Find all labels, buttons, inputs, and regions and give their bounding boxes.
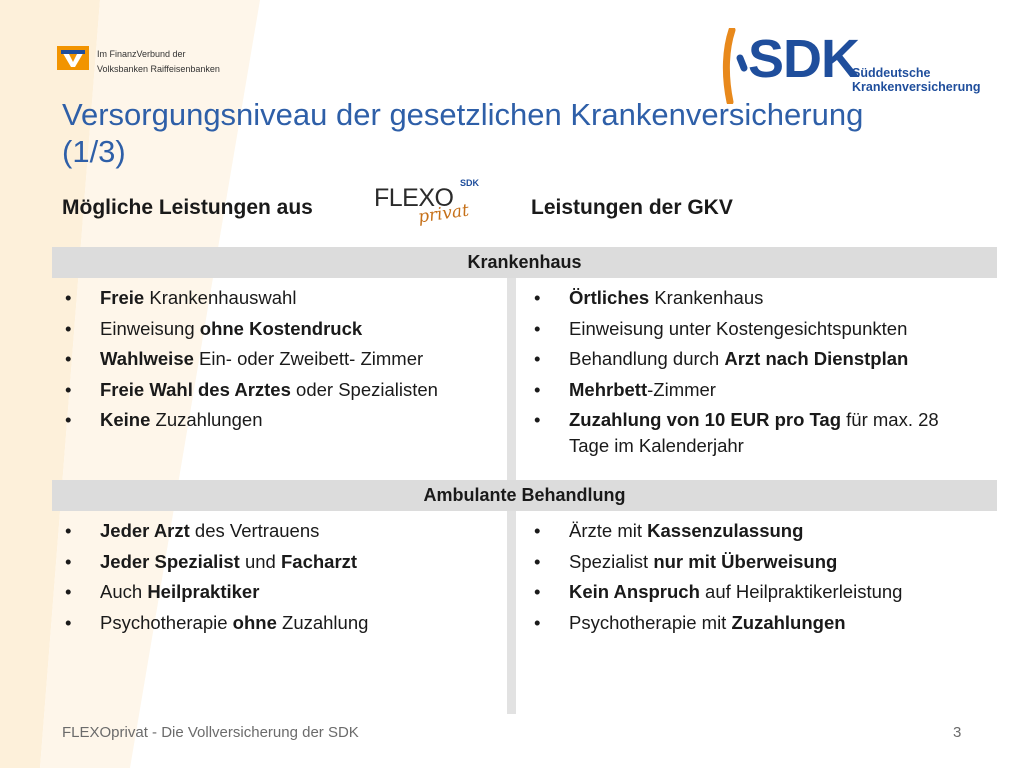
bullet-item <box>531 407 981 459</box>
bullet-item <box>62 377 502 403</box>
right-column-heading: Leistungen der GKV <box>531 196 733 219</box>
ambulant-flexo-list <box>62 518 502 640</box>
bullet-item <box>62 549 502 575</box>
bullet-item <box>531 377 981 403</box>
bullet-text: Krankenhauswahl <box>144 287 297 308</box>
section-header-ambulante-behandlung: Ambulante Behandlung <box>52 480 997 511</box>
bullet-text-bold: Keine <box>100 409 151 430</box>
bullet-text: für max. 28 Tage im Kalenderjahr <box>569 409 939 456</box>
bullet-text-bold: Mehrbett <box>569 378 648 400</box>
left-column-heading: Mögliche Leistungen aus <box>62 196 313 219</box>
bullet-item <box>62 610 502 636</box>
bullet-item <box>531 579 981 605</box>
bullet-item <box>62 316 502 342</box>
krankenhaus-flexo-list <box>62 285 502 438</box>
bullet-item <box>531 346 981 372</box>
vr-tagline-line2: Volksbanken Raiffeisenbanken <box>97 64 220 74</box>
ambulant-gkv-list <box>531 518 981 640</box>
bullet-text-bold: Arzt nach Dienstplan <box>724 348 909 369</box>
bullet-text-bold: Kassenzulassung <box>647 520 804 541</box>
bullet-text: Zuzahlung <box>276 611 369 633</box>
bullet-text: Zuzahlungen <box>150 409 263 430</box>
slide-title <box>62 96 982 170</box>
flexo-logo-main: FLEXO <box>374 184 454 212</box>
bullet-item <box>531 549 981 575</box>
bullet-text: Auch <box>100 581 148 602</box>
bullet-text: -Zimmer <box>647 378 716 400</box>
sdk-logo-word: SDK <box>748 29 860 89</box>
bullet-item <box>531 518 981 544</box>
flexo-logo-sdk: SDK <box>460 178 480 188</box>
bullet-text: Spezialist <box>569 550 654 572</box>
page-number: 3 <box>953 724 962 741</box>
bullet-text-bold: Zuzahlung von 10 EUR pro Tag <box>569 409 842 430</box>
bullet-text-bold: Heilpraktiker <box>147 581 260 602</box>
bullet-text-bold: Kein Anspruch <box>569 581 700 602</box>
bullet-text: Psychotherapie <box>100 611 233 633</box>
sdk-subtitle-line1: Süddeutsche <box>852 66 931 80</box>
bullet-item <box>62 407 502 433</box>
bullet-text: Ärzte mit <box>569 520 648 541</box>
bullet-text-bold: nur mit Überweisung <box>653 550 838 572</box>
sdk-subtitle-line2: Krankenversicherung <box>852 80 981 94</box>
title-line1: Versorgungsniveau der gesetzlichen Krankenversicherung <box>62 97 864 132</box>
bullet-item <box>62 285 502 311</box>
bullet-item <box>62 579 502 605</box>
flexo-logo-privat: privat <box>416 200 471 228</box>
bullet-item <box>62 346 502 372</box>
bullet-text-bold: Freie <box>100 287 145 308</box>
bullet-text-bold: Freie Wahl des Arztes <box>100 378 291 400</box>
footer-text: FLEXOprivat - Die Vollversicherung der SDK <box>62 724 359 741</box>
bullet-text: auf Heilpraktikerleistung <box>699 581 903 602</box>
section-header-krankenhaus: Krankenhaus <box>52 247 997 278</box>
vr-tagline-line1: Im FinanzVerbund der <box>97 49 186 59</box>
bullet-item <box>531 316 981 342</box>
bullet-item <box>531 610 981 636</box>
bullet-item <box>62 518 502 544</box>
bullet-text: Ein- oder Zweibett- Zimmer <box>193 348 424 369</box>
bullet-text: des Vertrauens <box>189 520 320 541</box>
bullet-text: Einweisung <box>100 317 200 339</box>
krankenhaus-gkv-list <box>531 285 981 464</box>
bullet-text-bold: Facharzt <box>281 550 358 572</box>
vr-bank-logo-icon <box>57 46 89 70</box>
bullet-text-bold: Jeder Arzt <box>100 520 190 541</box>
sdk-logo-icon <box>718 28 752 104</box>
bullet-item <box>531 285 981 311</box>
bullet-text-bold: Örtliches <box>569 287 650 308</box>
column-divider <box>507 278 516 480</box>
bullet-text-bold: Zuzahlungen <box>731 611 846 633</box>
bullet-text-bold: ohne Kostendruck <box>199 317 363 339</box>
bullet-text-bold: Jeder Spezialist <box>100 550 240 572</box>
bullet-text-bold: ohne <box>232 611 277 633</box>
bullet-text: und <box>239 550 281 572</box>
sdk-logo-subtitle <box>852 66 981 94</box>
bullet-text: Psychotherapie mit <box>569 611 732 633</box>
title-line2: (1/3) <box>62 134 126 169</box>
bullet-text: Krankenhaus <box>649 287 764 308</box>
bullet-text: oder Spezialisten <box>290 378 438 400</box>
column-divider <box>507 511 516 714</box>
bullet-text-bold: Wahlweise <box>100 348 194 369</box>
bullet-text: Behandlung durch <box>569 348 725 369</box>
vr-bank-tagline <box>97 47 220 77</box>
bullet-text: Einweisung unter Kostengesichtspunkten <box>569 317 908 339</box>
